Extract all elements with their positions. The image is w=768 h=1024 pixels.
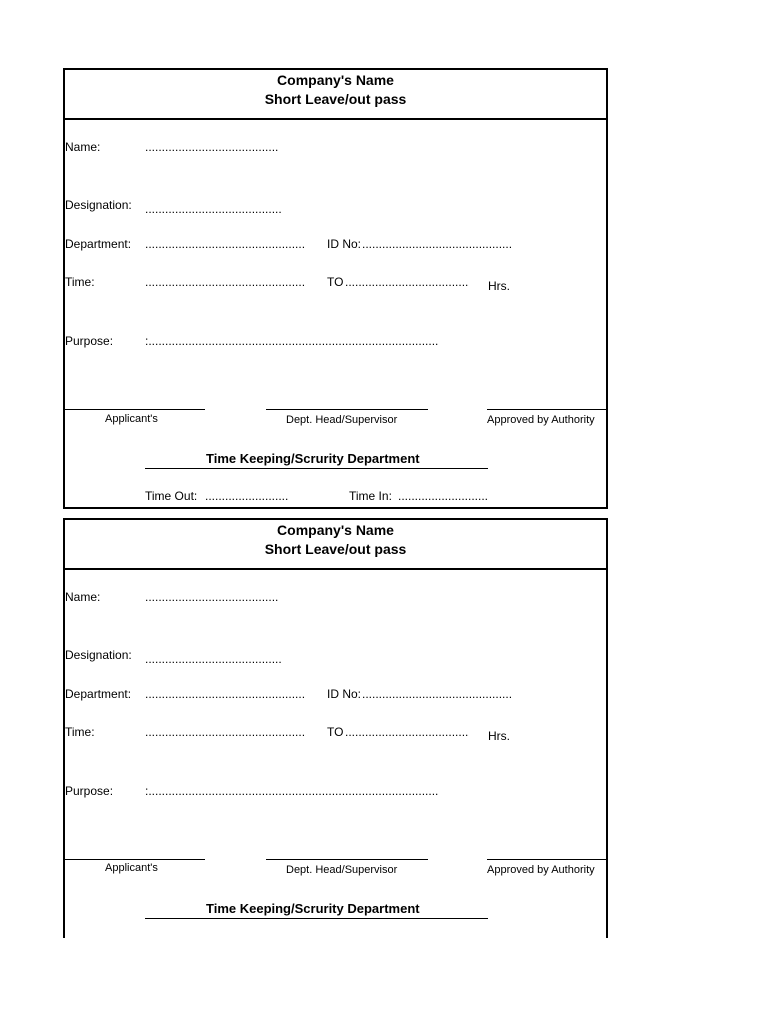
supervisor-label: Dept. Head/Supervisor <box>286 864 398 876</box>
applicant-label: Applicant's <box>105 413 158 425</box>
time-field: ................................................ <box>145 275 306 289</box>
authority-label: Approved by Authority <box>487 864 595 876</box>
purpose-field: :....................................................................................... <box>145 784 439 798</box>
time-label: Time: <box>65 275 95 289</box>
id-label: ID No: <box>327 237 362 251</box>
supervisor-signature-line <box>266 409 428 410</box>
time-label: Time: <box>65 725 95 739</box>
designation-field: ......................................... <box>145 652 282 666</box>
hrs-label: Hrs. <box>488 279 510 293</box>
form-header <box>65 70 606 120</box>
to-field: ..................................... <box>345 275 469 289</box>
name-label: Name: <box>65 140 101 154</box>
name-field: ........................................ <box>145 140 279 154</box>
department-field: ................................................ <box>145 237 306 251</box>
time-in-label: Time In: <box>349 489 392 503</box>
purpose-label: Purpose: <box>65 784 114 798</box>
timekeeping-department-label: Time Keeping/Scrurity Department <box>206 451 420 466</box>
supervisor-signature-line <box>266 859 428 860</box>
department-label: Department: <box>65 237 132 251</box>
form-title: Short Leave/out pass <box>264 91 407 107</box>
to-label: TO <box>327 275 344 289</box>
name-field: ........................................ <box>145 590 279 604</box>
department-label: Department: <box>65 687 132 701</box>
id-field: ............................................. <box>362 237 513 251</box>
to-field: ..................................... <box>345 725 469 739</box>
authority-signature-line <box>487 409 608 410</box>
designation-field: ......................................... <box>145 202 282 216</box>
department-field: ................................................ <box>145 687 306 701</box>
time-in-field: ........................... <box>398 489 489 503</box>
form-header <box>65 520 606 570</box>
to-label: TO <box>327 725 344 739</box>
applicant-label: Applicant's <box>105 862 158 874</box>
time-field: ................................................ <box>145 725 306 739</box>
name-label: Name: <box>65 590 101 604</box>
timekeeping-underline <box>145 468 488 469</box>
authority-label: Approved by Authority <box>487 414 595 426</box>
purpose-field: :....................................................................................... <box>145 334 439 348</box>
leave-pass-form-2 <box>63 518 608 938</box>
company-name: Company's Name <box>277 72 394 88</box>
id-field: ............................................. <box>362 687 513 701</box>
purpose-label: Purpose: <box>65 334 114 348</box>
applicant-signature-line <box>65 859 205 860</box>
applicant-signature-line <box>65 409 205 410</box>
leave-pass-form-1 <box>63 68 608 509</box>
supervisor-label: Dept. Head/Supervisor <box>286 414 398 426</box>
id-label: ID No: <box>327 687 362 701</box>
designation-label: Designation: <box>65 648 132 662</box>
designation-label: Designation: <box>65 198 132 212</box>
form-title: Short Leave/out pass <box>264 541 407 557</box>
authority-signature-line <box>487 859 608 860</box>
timekeeping-underline <box>145 918 488 919</box>
time-out-label: Time Out: <box>145 489 198 503</box>
time-out-field: ......................... <box>205 489 289 503</box>
hrs-label: Hrs. <box>488 729 510 743</box>
company-name: Company's Name <box>277 522 394 538</box>
timekeeping-department-label: Time Keeping/Scrurity Department <box>206 901 420 916</box>
